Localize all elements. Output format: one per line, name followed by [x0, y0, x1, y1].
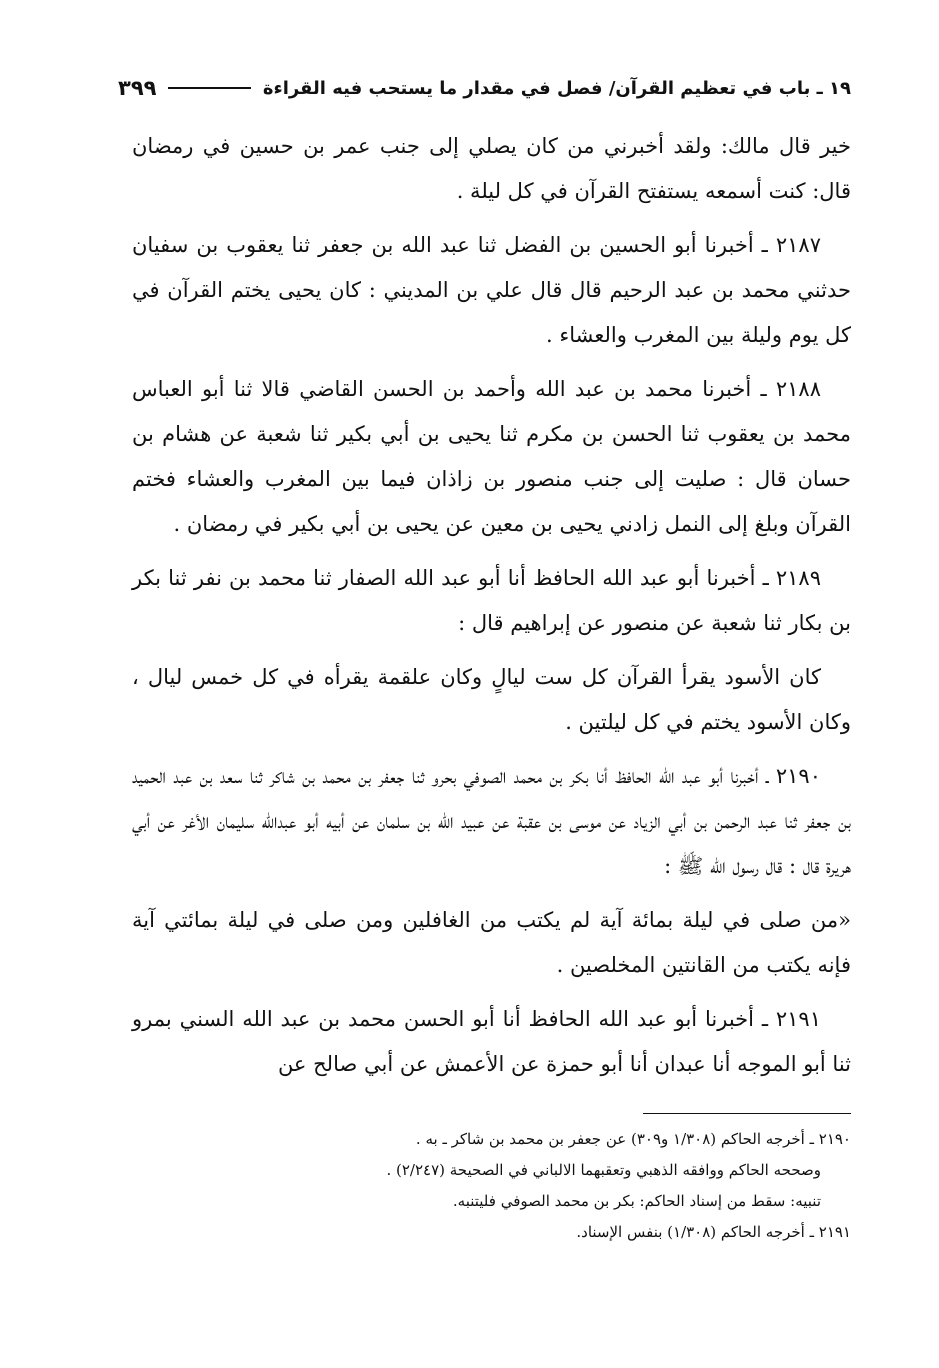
main-text — [132, 124, 851, 1096]
hadith-2189-text: كان الأسود يقرأ القرآن كل ست ليالٍ وكان علقمة يقرأه في كل خمس ليال ، وكان الأسود يختم في كل ليلتين . — [132, 665, 851, 734]
hadith-2191: ٢١٩١ ـ أخبرنا أبو عبد الله الحافظ أنا أبو الحسن محمد بن عبد الله السني بمرو ثنا أبو الموجه أنا عبدان أنا أبو حمزة عن الأعمش عن أبي صالح عن — [132, 1007, 851, 1076]
footnote-2190: ٢١٩٠ ـ أخرجه الحاكم (١/٣٠٨ و٣٠٩) عن جعفر بن محمد بن شاكر ـ به . — [415, 1130, 851, 1148]
footnotes — [132, 1124, 851, 1248]
page-number: ٣٩٩ — [118, 76, 157, 100]
running-title: ١٩ ـ باب في تعظيم القرآن/ فصل في مقدار ما يستحب فيه القراءة — [262, 77, 851, 99]
hadith-2190-text: «من صلى في ليلة بمائة آية لم يكتب من الغافلين ومن صلى في ليلة بمائتي آية فإنه يكتب من القانتين المخلصين . — [132, 908, 851, 977]
paragraph-continuation: خير قال مالك: ولقد أخبرني من كان يصلي إلى جنب عمر بن حسين في رمضان قال: كنت أسمعه يستفتح القرآن في كل ليلة . — [132, 134, 851, 203]
footnote-2191: ٢١٩١ ـ أخرجه الحاكم (١/٣٠٨) بنفس الإسناد. — [576, 1223, 851, 1241]
page-header — [118, 66, 851, 110]
hadith-2188: ٢١٨٨ ـ أخبرنا محمد بن عبد الله وأحمد بن الحسن القاضي قالا ثنا أبو العباس محمد بن يعقوب ثنا الحسن بن مكرم ثنا يحيى بن أبي بكير ثنا شعبة عن هشام بن حسان قال : صليت إلى جنب منصور بن زاذان فيما بين المغرب والعشاء فختم القرآن وبلغ إلى النمل زادني يحيى بن معين عن يحيى بن أبي بكير في رمضان . — [132, 377, 851, 536]
hadith-2187: ٢١٨٧ ـ أخبرنا أبو الحسين بن الفضل ثنا عبد الله بن جعفر ثنا يعقوب بن سفيان حدثني محمد بن عبد الرحيم قال قال علي بن المديني : كان يحيى يختم القرآن في كل يوم وليلة بين المغرب والعشاء . — [132, 233, 851, 347]
header-rule — [168, 87, 250, 89]
hadith-2190: ٢١٩٠ ـ أخبرنا أبو عبد الله الحافظ أنا بكر بن محمد الصوفي بحرو ثنا جعفر بن محمد بن شاكر ثنا سعد بن عبد الحميد بن جعفر ثنا عبد الرحمن بن أبي الزياد عن موسى بن عقبة عن عبيد الله بن سلمان عن أبيه أبو عبدالله سليمان الأغر عن أبي هريرة قال : قال رسول الله ﷺ : — [132, 764, 851, 878]
footnote-2190-note: تنبيه: سقط من إسناد الحاكم: بكر بن محمد الصوفي فليتنبه. — [452, 1192, 821, 1210]
footnote-2190-grading: وصححه الحاكم ووافقه الذهبي وتعقبهما الالباني في الصحيحة (٢/٢٤٧) . — [386, 1161, 821, 1179]
footnote-separator — [643, 1113, 851, 1114]
hadith-2189: ٢١٨٩ ـ أخبرنا أبو عبد الله الحافظ أنا أبو عبد الله الصفار ثنا محمد بن نفر ثنا بكر بن بكار ثنا شعبة عن منصور عن إبراهيم قال : — [132, 566, 851, 635]
